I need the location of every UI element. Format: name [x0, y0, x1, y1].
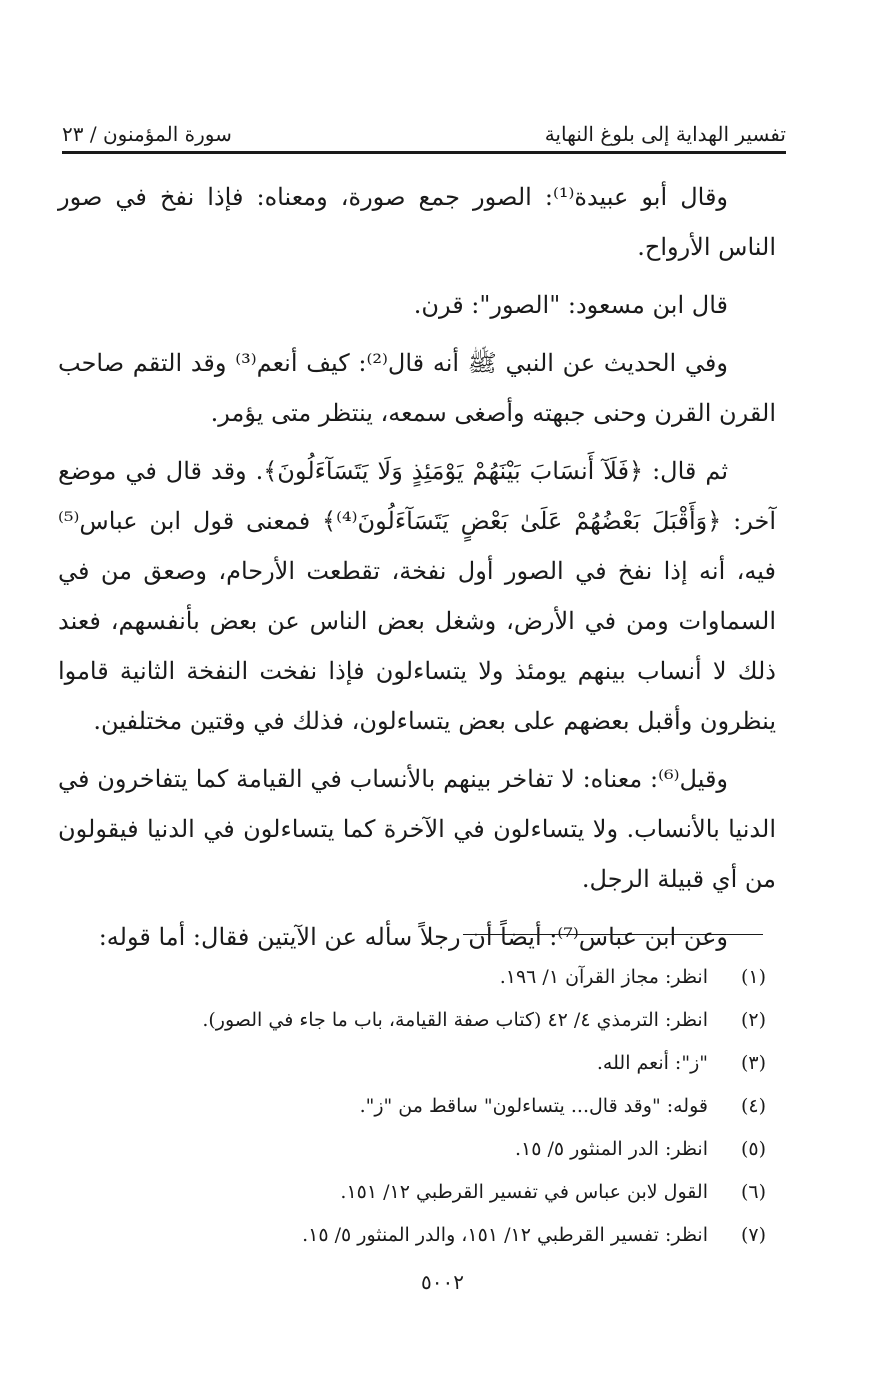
footnote-rule [463, 934, 763, 935]
footnote-item [100, 1171, 766, 1214]
paragraph: وقيل⁽⁶⁾: معناه: لا تفاخر بينهم بالأنساب في القيامة كما يتفاخرون في الدنيا بالأنساب. ولا يتساءلون في الآخرة كما يتساءلون في الدنيا فيقولون من أي قبيلة الرجل. [58, 765, 776, 893]
footnote-item [100, 1128, 766, 1171]
footnote-number: (٧) [740, 1224, 766, 1246]
footnote-text: "ز": أنعم الله. [596, 1052, 708, 1074]
footnote-number: (١) [740, 966, 766, 988]
surah-page-label: سورة المؤمنون / ٢٣ [62, 122, 232, 146]
paragraph: وقال أبو عبيدة⁽¹⁾: الصور جمع صورة، ومعناه: فإذا نفخ في صور الناس الأرواح. [58, 183, 776, 261]
footnote-text: انظر: مجاز القرآن ١/ ١٩٦. [499, 966, 708, 988]
book-title: تفسير الهداية إلى بلوغ النهاية [544, 122, 786, 146]
footnote-number: (٦) [740, 1181, 766, 1203]
footnote-text: انظر: الترمذي ٤/ ٤٢ (كتاب صفة القيامة، باب ما جاء في الصور). [202, 1009, 708, 1031]
footnotes [100, 956, 766, 1257]
footnote-number: (٤) [740, 1095, 766, 1117]
paragraph: وفي الحديث عن النبي ﷺ أنه قال⁽²⁾: كيف أنعم⁽³⁾ وقد التقم صاحب القرن القرن وحنى جبهته وأصغى سمعه، ينتظر متى يؤمر. [58, 349, 776, 427]
footnote-item [100, 956, 766, 999]
footnote-text: قوله: "وقد قال... يتساءلون" ساقط من "ز". [359, 1095, 708, 1117]
footnote-item [100, 999, 766, 1042]
paragraph: وعن ابن عباس⁽⁷⁾: أيضاً أن رجلاً سأله عن الآيتين فقال: أما قوله: [98, 923, 728, 951]
footnote-item [100, 1042, 766, 1085]
footnote-text: انظر: الدر المنثور ٥/ ١٥. [514, 1138, 708, 1160]
body-text [58, 172, 776, 970]
header-rule [62, 151, 786, 154]
footnote-text: انظر: تفسير القرطبي ١٢/ ١٥١، والدر المنثور ٥/ ١٥. [302, 1224, 708, 1246]
footnote-number: (٣) [740, 1052, 766, 1074]
page-number: ٥٠٠٢ [421, 1270, 464, 1294]
paragraph: قال ابن مسعود: "الصور": قرن. [413, 291, 728, 319]
footnote-number: (٥) [740, 1138, 766, 1160]
footnote-text: القول لابن عباس في تفسير القرطبي ١٢/ ١٥١. [340, 1181, 708, 1203]
footnote-item [100, 1085, 766, 1128]
footnote-number: (٢) [740, 1009, 766, 1031]
paragraph: ثم قال: ﴿فَلَآ أَنسَابَ بَيْنَهُمْ يَوْمَئِذٍ وَلَا يَتَسَآءَلُونَ﴾. وقد قال في موضع آخر: ﴿وَأَقْبَلَ بَعْضُهُمْ عَلَىٰ بَعْضٍ يَتَسَآءَلُونَ⁽⁴⁾﴾ فمعنى قول ابن عباس⁽⁵⁾ فيه، أنه إذا نفخ في الصور أول نفخة، تقطعت الأرحام، وصعق من في السماوات ومن في الأرض، وشغل بعض الناس عن بعض بأنفسهم، فعند ذلك لا أنساب بينهم يومئذ ولا يتساءلون فإذا نفخت النفخة الثانية قاموا ينظرون وأقبل بعضهم على بعض يتساءلون، فذلك في وقتين مختلفين. [58, 457, 776, 735]
footnote-item [100, 1214, 766, 1257]
running-header [62, 112, 786, 146]
